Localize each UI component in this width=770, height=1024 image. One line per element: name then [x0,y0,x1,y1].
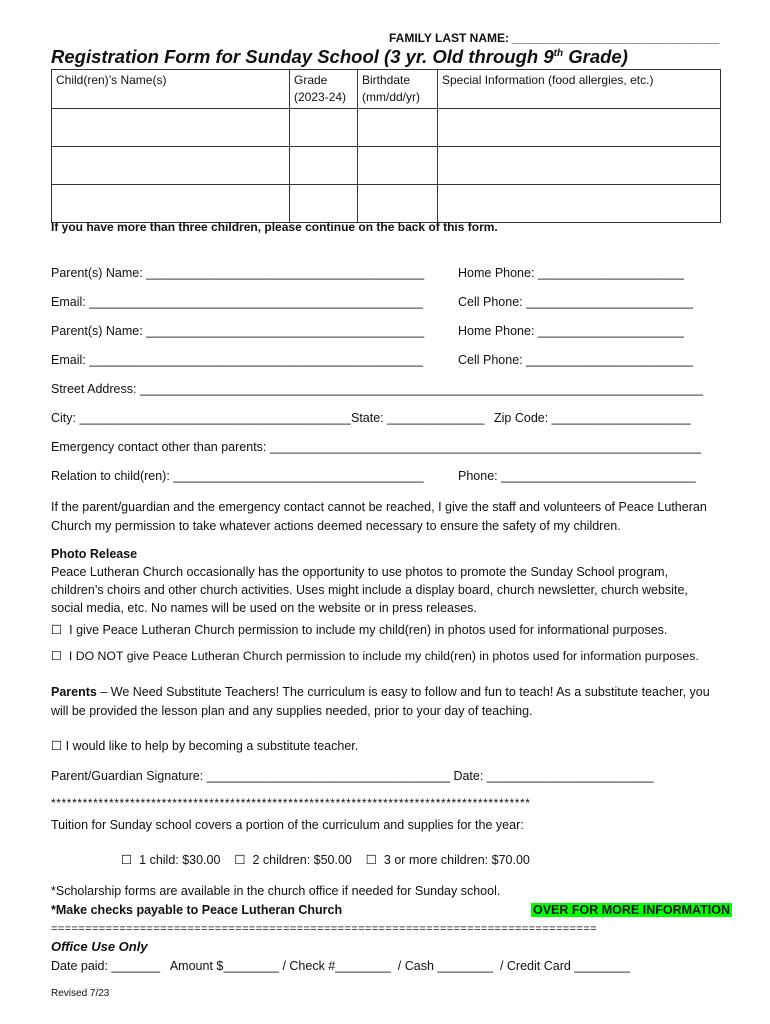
cell-phone1-field: Cell Phone: ________________________ [458,295,693,309]
relation-field: Relation to child(ren): ____________________________________ [51,469,424,483]
grade-cell[interactable] [290,147,358,185]
special-info-cell[interactable] [438,109,721,147]
checks-note: *Make checks payable to Peace Lutheran Church [51,903,343,917]
table-header-row [52,70,721,109]
form-title [51,46,628,68]
parent2-name-field: Parent(s) Name: ________________________________________ [51,324,425,338]
birthdate-label: Birthdate [362,73,411,87]
scholarship-note: *Scholarship forms are available in the church office if needed for Sunday school. [51,884,501,898]
email1-field: Email: ________________________________________________ [51,295,423,309]
substitute-text: – We Need Substitute Teachers! The curriculum is easy to follow and fun to teach! As a substitute teacher, you will be provided the lesson plan and any supplies needed, prior to your day of teaching. [51,685,710,718]
table-row [52,109,721,147]
substitute-paragraph [51,683,716,721]
cell-phone2-field: Cell Phone: ________________________ [458,353,693,367]
child-name-cell[interactable] [52,147,290,185]
tuition-intro: Tuition for Sunday school covers a portion of the curriculum and supplies for the year: [51,818,524,832]
separator-equals: ================================================================================ [51,923,597,935]
photo-release-text: Peace Lutheran Church occasionally has the opportunity to use photos to promote the Sunday School program, children’s choirs and other church activities. Uses might include a display board, church newsletter, church website, social media, etc. No names will be used on the website or in press releases. [51,565,688,615]
title-superscript: th [553,47,564,59]
photo-release-heading: Photo Release [51,547,138,561]
over-for-more-info-badge [531,903,732,917]
col-header-special-info: Special Information (food allergies, etc.) [438,70,721,109]
email2-field: Email: ________________________________________________ [51,353,423,367]
col-header-name: Child(ren)’s Name(s) [52,70,290,109]
photo-consent-no[interactable]: ☐ I DO NOT give Peace Lutheran Church permission to include my child(ren) in photos used for information purposes. [51,649,699,663]
special-info-cell[interactable] [438,185,721,223]
emergency-contact-field: Emergency contact other than parents: ______________________________________________________________ [51,440,701,454]
grade-cell[interactable] [290,185,358,223]
col-header-grade [290,70,358,109]
child-name-cell[interactable] [52,109,290,147]
photo-consent-yes[interactable]: ☐ I give Peace Lutheran Church permission to include my child(ren) in photos used for informational purposes. [51,623,668,637]
tuition-options[interactable]: ☐ 1 child: $30.00 ☐ 2 children: $50.00 ☐ 3 or more children: $70.00 [121,853,530,867]
parent1-name-field: Parent(s) Name: ________________________________________ [51,266,425,280]
grade-cell[interactable] [290,109,358,147]
office-use-line: Date paid: _______ Amount $________ / Check #________ / Cash ________ / Credit Card ________ [51,959,630,973]
substitute-checkbox[interactable]: ☐ I would like to help by becoming a substitute teacher. [51,739,359,753]
children-table [51,69,721,223]
col-header-birthdate [358,70,438,109]
birthdate-format: (mm/dd/yr) [362,90,420,104]
more-children-note: If you have more than three children, please continue on the back of this form. [51,220,498,234]
child-name-cell[interactable] [52,185,290,223]
street-address-field: Street Address: _________________________________________________________________________________ [51,382,704,396]
over-info-text: OVER FOR MORE INFORMATION [533,903,730,917]
substitute-lead: Parents [51,685,97,699]
state-field: State: ______________ [351,411,485,425]
title-main: Registration Form for Sunday School (3 yr. Old through 9 [51,46,554,67]
birthdate-cell[interactable] [358,147,438,185]
city-field: City: _______________________________________ [51,411,351,425]
zip-code-field: Zip Code: ____________________ [494,411,691,425]
table-row [52,185,721,223]
family-last-name-field: FAMILY LAST NAME: _______________________________ [389,31,720,45]
title-end: Grade) [563,46,628,67]
birthdate-cell[interactable] [358,109,438,147]
emergency-phone-field: Phone: ____________________________ [458,469,696,483]
special-info-cell[interactable] [438,147,721,185]
signature-line: Parent/Guardian Signature: ___________________________________ Date: ________________________ [51,769,654,783]
office-use-heading: Office Use Only [51,939,148,954]
home-phone2-field: Home Phone: _____________________ [458,324,684,338]
table-row [52,147,721,185]
consent-paragraph: If the parent/guardian and the emergency contact cannot be reached, I give the staff and volunteers of Peace Lutheran Church my permission to take whatever actions deemed necessary to ensure the safety of my children. [51,500,707,533]
birthdate-cell[interactable] [358,185,438,223]
grade-year: (2023-24) [294,90,347,104]
grade-label: Grade [294,73,328,87]
revised-date: Revised 7/23 [51,988,110,999]
separator-stars: ******************************************************************************************* [51,796,531,810]
home-phone1-field: Home Phone: _____________________ [458,266,684,280]
